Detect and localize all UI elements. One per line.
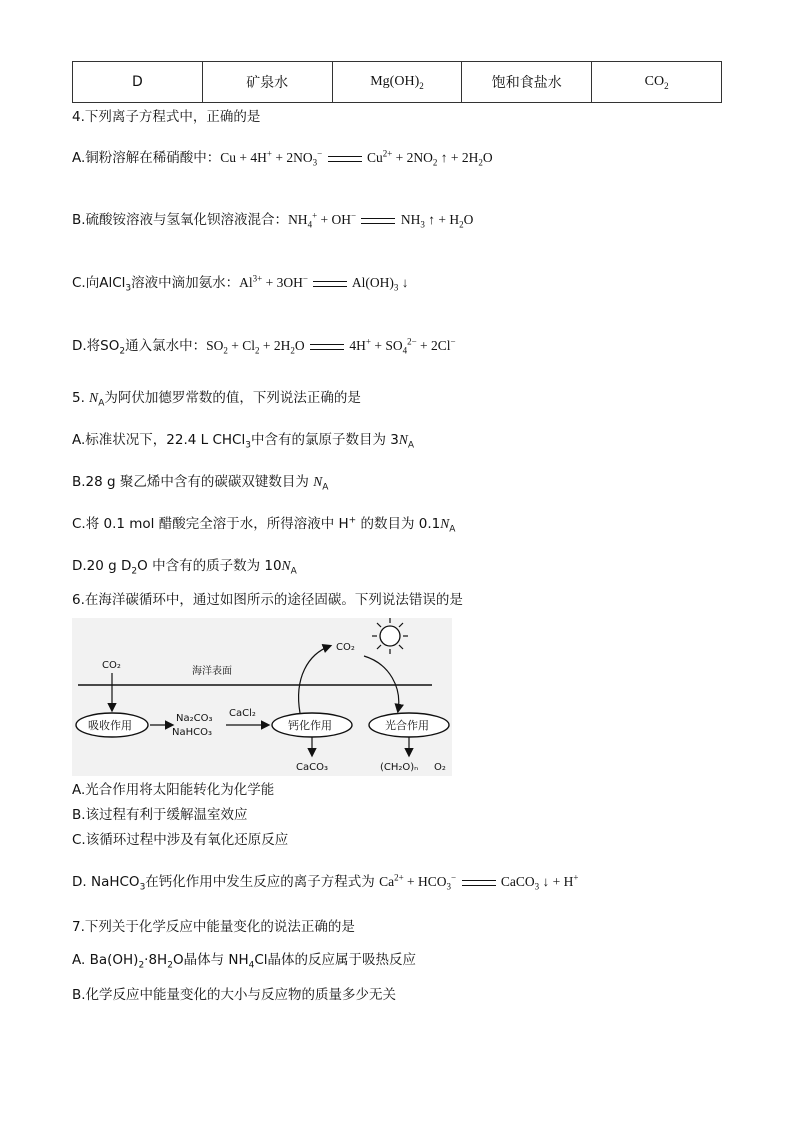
q5-option-b: B.28 g 聚乙烯中含有的碳碳双键数目为 $N_A$ — [72, 474, 329, 493]
q6-option-d: D. NaHCO$_3$在钙化作用中发生反应的离子方程式为 $Ca^{2+} + HCO_3^-$ CaCO$_3$ ↓ + H+ — [72, 872, 579, 893]
table-row — [73, 62, 722, 103]
q6-option-a: A.光合作用将太阳能转化为化学能 — [72, 782, 275, 798]
q5-stem: 5. $N_A$为阿伏加德罗常数的值，下列说法正确的是 — [72, 390, 361, 409]
table-cell-brine: 饱和食盐水 — [462, 62, 592, 103]
nahco3-label: NaHCO₃ — [172, 727, 212, 738]
carbon-cycle-diagram — [72, 618, 452, 776]
q4-option-b: B.硫酸铵溶液与氢氧化钡溶液混合：$NH_4^+ + OH^-$ $NH_3$ ↑ + $H_2O$ — [72, 210, 474, 230]
q7-stem: 7.下列关于化学反应中能量变化的说法正确的是 — [72, 919, 355, 935]
svg-text:钙化作用: 钙化作用 — [288, 719, 332, 732]
q5-option-d: D.20 g $D_2O$ 中含有的质子数为 $10N_A$ — [72, 558, 297, 577]
svg-text:光合作用: 光合作用 — [385, 719, 429, 732]
q6-option-c: C.该循环过程中涉及有氧化还原反应 — [72, 832, 289, 848]
q5-option-c: C.将 0.1 mol 醋酸完全溶于水，所得溶液中 H+ 的数目为 $0.1N_A$ — [72, 515, 456, 535]
table-cell-co2: $CO_2$ — [592, 62, 722, 103]
ch2o-label: (CH₂O)ₙ — [380, 762, 419, 773]
q4-option-c: C.向AlCl$_3$溶液中滴加氨水：$Al^{3+} + 3OH^-$ $Al(OH)_3$ ↓ — [72, 273, 409, 294]
answer-table — [72, 61, 722, 103]
na2co3-label: Na₂CO₃ — [176, 713, 213, 724]
q6-option-b: B.该过程有利于缓解温室效应 — [72, 807, 248, 823]
q7-option-b: B.化学反应中能量变化的大小与反应物的质量多少无关 — [72, 987, 397, 1003]
table-cell-mgoh2: $Mg(OH)_2$ — [332, 62, 462, 103]
q4-stem: 4.下列离子方程式中，正确的是 — [72, 109, 261, 125]
q7-option-a: A. $Ba(OH)_2\cdot 8H_2O$晶体与 $NH_4Cl$晶体的反应属于吸热反应 — [72, 952, 417, 971]
o2-label: O₂ — [434, 762, 446, 773]
table-cell-mineral-water: 矿泉水 — [202, 62, 332, 103]
co2-right-label: CO₂ — [336, 642, 355, 653]
svg-text:吸收作用: 吸收作用 — [88, 719, 132, 732]
q6-stem: 6.在海洋碳循环中，通过如图所示的途径固碳。下列说法错误的是 — [72, 592, 463, 608]
sea-surface-label: 海洋表面 — [192, 666, 232, 677]
table-cell-option: D — [73, 62, 203, 103]
co2-left-label: CO₂ — [102, 660, 121, 671]
q4-option-a: A.铜粉溶解在稀硝酸中：$Cu + 4H^+ + 2NO_3^-$ $Cu^{2+} + 2NO_2$ ↑ + $2H_2O$ — [72, 148, 493, 168]
q5-option-a: A.标准状况下，22.4 L CHCl$_3$中含有的氯原子数目为 $3N_A$ — [72, 432, 415, 451]
caco3-label: CaCO₃ — [296, 762, 328, 773]
cacl2-label: CaCl₂ — [229, 708, 256, 719]
q4-option-d: D.将$SO_2$通入氯水中：$SO_2 + Cl_2 + 2H_2O$ $4H^+ + SO_4^{2-} + 2Cl^-$ — [72, 336, 456, 357]
